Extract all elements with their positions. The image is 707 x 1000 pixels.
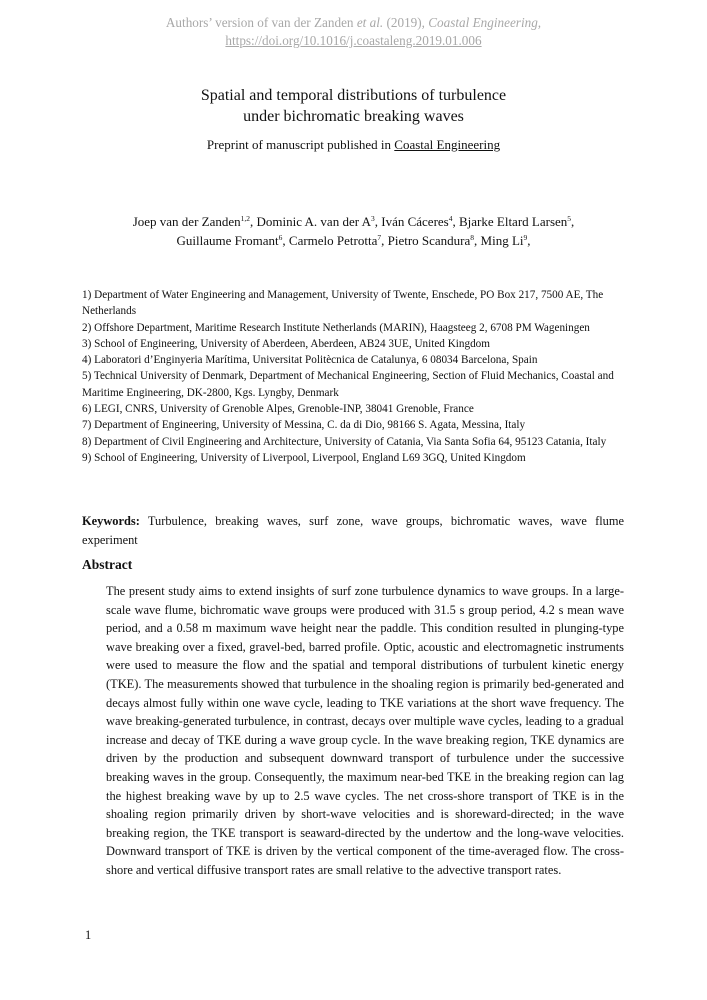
- author-list: [0, 213, 707, 250]
- author-separator: ,: [374, 214, 382, 229]
- affiliation-item: 2) Offshore Department, Maritime Research Institute Netherlands (MARIN), Haagsteeg 2, 6708 PM Wageningen: [82, 321, 590, 334]
- author-name: Bjarke Eltard Larsen: [458, 214, 568, 229]
- author-separator: ,: [381, 232, 388, 248]
- author: [388, 233, 481, 248]
- author-affiliation-mark: 8: [470, 232, 475, 242]
- affiliation-item: 9) School of Engineering, University of Liverpool, Liverpool, England L69 3GQ, United Kingdom: [82, 451, 526, 464]
- abstract-body: The present study aims to extend insights of surf zone turbulence dynamics to wave groups. In a large-scale wave flume, bichromatic wave groups were produced with 31.5 s group period, 4.2 s mean wave period, and a 0.58 m maximum wave height near the paddle. This condition resulted in plunging-type wave breaking over a fixed, gravel-bed, barred profile. Optic, acoustic and electromagnetic instruments were used to measure the flow and the spatial and temporal distributions of turbulent kinetic energy (TKE). The measurements showed that turbulence in the shoaling region is primarily bed-generated and decays almost fully within one wave cycle, leading to TKE variations at the short wave frequency. The wave breaking-generated turbulence, in contrast, decays over multiple wave cycles, leading to a gradual increase and decay of TKE during a wave group cycle. In the wave breaking region, TKE dynamics are driven by the production and subsequent downward transport of turbulence under the successive breaking waves in the group. Consequently, the maximum near-bed TKE in the breaking region can lag the highest breaking wave by up to 2.5 wave cycles. The net cross-shore transport of TKE is in the shoaling region primarily driven by short-wave velocities and is shoreward-directed; in the wave breaking region, the TKE transport is seaward-directed by the undertow and the long-wave velocities. Downward transport of TKE is driven by the vertical component of the time-averaged flow. The cross-shore and vertical diffusive transport rates are small relative to the advective transport rates.: [106, 584, 624, 877]
- author: [289, 233, 388, 248]
- affiliation-item: 5) Technical University of Denmark, Department of Mechanical Engineering, Section of Fluid Mechanics, Coastal and Maritime Engineering, DK-2800, Kgs. Lyngby, Denmark: [82, 370, 614, 399]
- citation-journal: Coastal Engineering,: [428, 15, 542, 30]
- keywords-text: Turbulence, breaking waves, surf zone, wave groups, bichromatic waves, wave flume experiment: [82, 514, 624, 547]
- author-affiliation-mark: 7: [377, 232, 382, 242]
- page-number: 1: [85, 928, 92, 942]
- abstract-heading: Abstract: [82, 557, 133, 572]
- affiliation-item: 1) Department of Water Engineering and Management, University of Twente, Enschede, PO Box 217, 7500 AE, The Netherlands: [82, 289, 604, 318]
- affiliation-item: 6) LEGI, CNRS, University of Grenoble Alpes, Grenoble-INP, 38041 Grenoble, France: [82, 403, 474, 416]
- author-name: Ming Li: [480, 232, 524, 248]
- author-separator: ,: [571, 214, 575, 229]
- author-affiliation-mark: 5: [567, 214, 572, 223]
- author-separator: ,: [282, 232, 289, 248]
- author-separator: ,: [474, 232, 481, 248]
- author-name: Pietro Scandura: [387, 232, 471, 248]
- author-name: Joep van der Zanden: [132, 214, 241, 229]
- affiliation-item: 8) Department of Civil Engineering and Architecture, University of Catania, Via Santa Sofia 64, 95123 Catania, Italy: [82, 435, 607, 448]
- author: [176, 233, 288, 248]
- author-affiliation-mark: 3: [370, 214, 375, 223]
- author-affiliation-mark: 4: [448, 214, 453, 223]
- affiliation-list: [82, 287, 627, 466]
- author-separator: ,: [527, 232, 531, 248]
- author: [481, 233, 531, 248]
- author-name: Dominic A. van der A: [256, 214, 371, 229]
- doi-link[interactable]: https://doi.org/10.1016/j.coastaleng.2019.01.006: [225, 33, 482, 48]
- author-name: Carmelo Petrotta: [288, 232, 378, 248]
- citation-line: [0, 14, 707, 32]
- author: [459, 214, 574, 229]
- paper-title-line-1: Spatial and temporal distributions of turbulence: [200, 87, 507, 104]
- author-affiliation-mark: 1,2: [240, 214, 251, 223]
- author: [133, 214, 257, 229]
- citation-prefix: Authors’ version of van der Zanden: [165, 15, 357, 30]
- author-separator: ,: [452, 214, 459, 229]
- author-affiliation-mark: 6: [278, 232, 283, 242]
- paper-title-line-2: under bichromatic breaking waves: [243, 108, 464, 125]
- preprint-note-prefix: Preprint of manuscript published in: [206, 137, 395, 152]
- citation-year: (2019),: [383, 15, 429, 30]
- affiliation-item: 7) Department of Engineering, University of Messina, C. da di Dio, 98166 S. Agata, Messina, Italy: [82, 419, 526, 432]
- preprint-note: [0, 137, 707, 153]
- paper-title: [0, 85, 707, 127]
- author-affiliation-mark: 9: [523, 232, 528, 242]
- author-separator: ,: [250, 214, 257, 229]
- author: [381, 214, 459, 229]
- keywords-label: Keywords:: [82, 514, 140, 528]
- keywords: [82, 512, 624, 549]
- citation-header: [0, 14, 707, 50]
- author-name: Iván Cáceres: [381, 214, 449, 229]
- affiliation-item: 4) Laboratori d’Enginyeria Marítima, Universitat Politècnica de Catalunya, 6 08034 Barcelona, Spain: [82, 354, 538, 367]
- author: [257, 214, 382, 229]
- affiliation-item: 3) School of Engineering, University of Aberdeen, Aberdeen, AB24 3UE, United Kingdom: [82, 337, 490, 350]
- journal-link[interactable]: Coastal Engineering: [394, 137, 501, 152]
- author-name: Guillaume Fromant: [176, 232, 279, 248]
- citation-etal: et al.: [356, 15, 384, 30]
